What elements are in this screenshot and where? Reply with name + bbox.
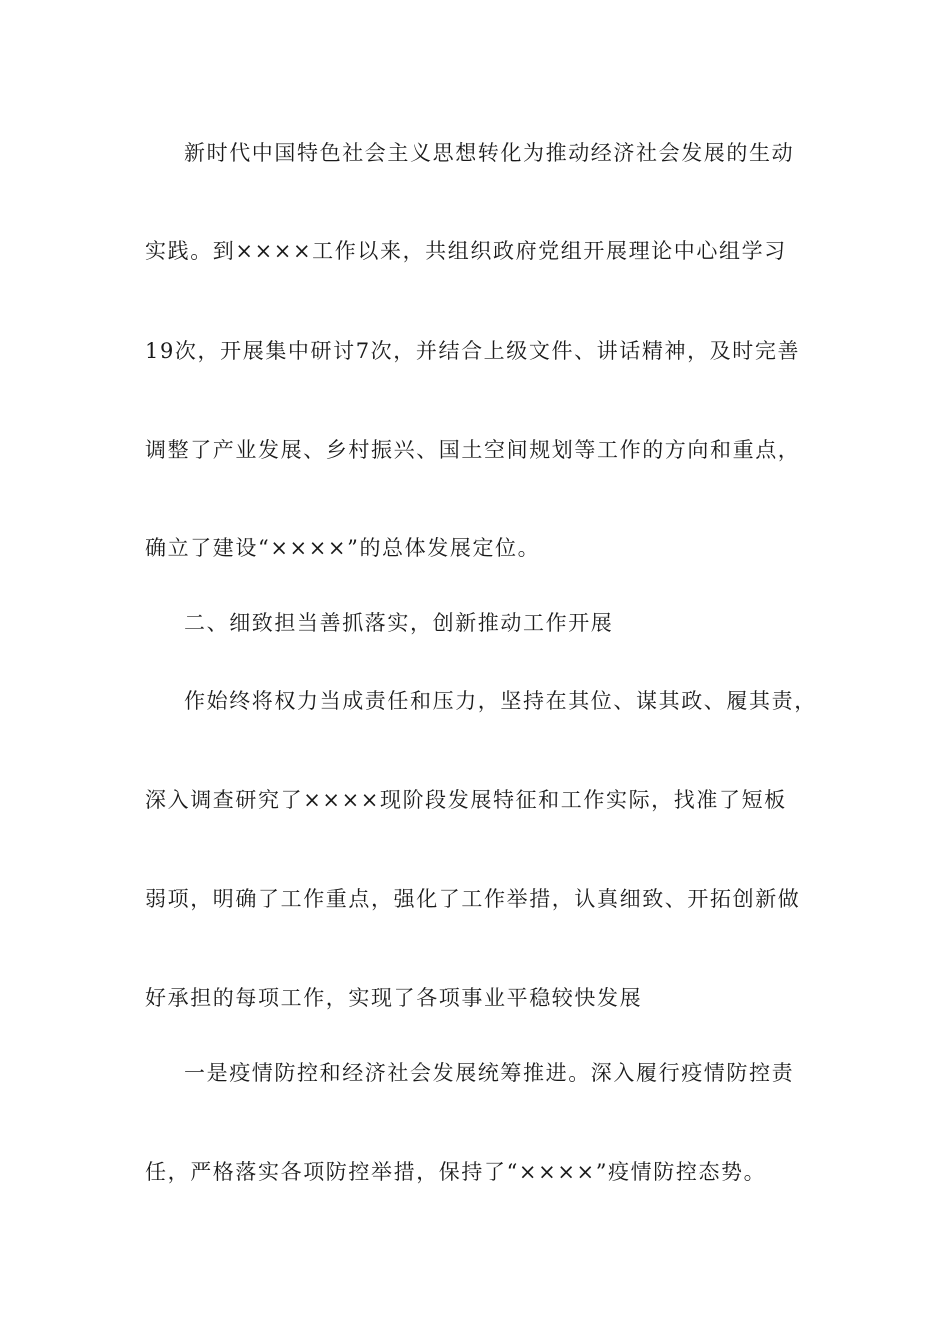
paragraph-3-line-1: 一是疫情防控和经济社会发展统筹推进。深入履行疫情防控责 [184, 1061, 795, 1085]
paragraph-1-line-1: 新时代中国特色社会主义思想转化为推动经济社会发展的生动 [184, 141, 795, 165]
paragraph-3-line-2: 任，严格落实各项防控举措，保持了“××××”疫情防控态势。 [145, 1160, 767, 1184]
section-heading: 二、细致担当善抓落实，创新推动工作开展 [184, 611, 614, 635]
paragraph-1-line-4: 调整了产业发展、乡村振兴、国土空间规划等工作的方向和重点， [145, 438, 801, 462]
paragraph-1-line-5: 确立了建设“××××”的总体发展定位。 [145, 536, 541, 560]
paragraph-1-line-2: 实践。到××××工作以来，共组织政府党组开展理论中心组学习 [145, 239, 787, 263]
paragraph-2-line-2: 深入调查研究了××××现阶段发展特征和工作实际，找准了短板 [145, 788, 787, 812]
paragraph-2-line-1: 作始终将权力当成责任和压力，坚持在其位、谋其政、履其责， [184, 689, 817, 713]
paragraph-2-line-3: 弱项，明确了工作重点，强化了工作举措，认真细致、开拓创新做 [145, 887, 801, 911]
paragraph-1-line-3: 19次，开展集中研讨7次，并结合上级文件、讲话精神，及时完善 [145, 339, 801, 363]
paragraph-2-line-4: 好承担的每项工作，实现了各项事业平稳较快发展 [145, 986, 643, 1010]
